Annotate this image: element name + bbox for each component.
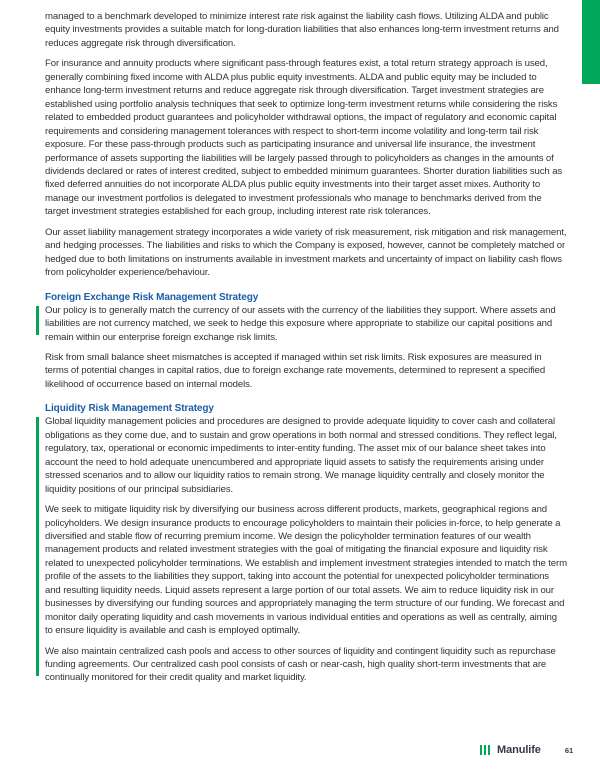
liquidity-risk-section <box>45 402 567 685</box>
section-side-tab <box>582 0 600 84</box>
manulife-logo-icon <box>480 745 490 755</box>
page-number: 61 <box>564 745 574 755</box>
intro-paragraph-3: Our asset liability management strategy incorporates a wide variety of risk measurement, risk mitigation and risk management, and hedging processes. The liabilities and risks to which the Company is exposed, however, cannot be completely matched or hedged due to both limitations on instruments available in investment markets and uncertainty of impact on liability cash flows from policyholder experience/behaviour. <box>45 226 567 279</box>
fx-highlight-block <box>45 304 567 344</box>
page-footer <box>480 742 573 758</box>
fx-paragraph-2: Risk from small balance sheet mismatches is accepted if managed within set risk limits. Risk exposures are measured in terms of potential changes in capital ratios, due to foreign exchange rate movements, determined to represent a specified likelihood of occurrence based on internal models. <box>45 351 546 390</box>
intro-text <box>45 10 567 280</box>
brand-name: Manulife <box>497 744 541 756</box>
liquidity-risk-heading: Liquidity Risk Management Strategy <box>45 403 214 415</box>
intro-paragraph-2: For insurance and annuity products where significant pass-through features exist, a total return strategy approach is used, generally combining fixed income with ALDA plus public equity investments. ALDA and public equity may be included to enhance long-term investment returns and reduce aggregate risk through diversification. Target investment strategies are established using portfolio analysis techniques that seek to optimize long-term investment returns while considering the risks related to embedded product guarantees and policyholder withdrawal options, the impact of regulatory and economic capital requirements and considering management tolerances with respect to short-term income volatility and long-term tail risk exposure. For these pass-through products such as participating insurance and universal life insurance, the investment performance of assets supporting the liabilities will be largely passed through to policyholders as changes in the amounts of dividends declared or rates of interest credited, subject to embedded minimum guarantees. Shorter duration liabilities such as fixed deferred annuities do not incorporate ALDA plus public equity investments into their target asset mixes. Authority to manage our investment portfolios is delegated to investment professionals who manage to benchmarks derived from the target investment strategies established for each group, including interest rate risk tolerances. <box>45 58 563 218</box>
fx-accent-bar <box>36 306 39 335</box>
page-content <box>45 10 567 692</box>
liquidity-paragraph-3: We also maintain centralized cash pools and access to other sources of liquidity and contingent liquidity such as repurchase funding agreements. Our centralized cash pool consists of cash or near-cash, high quality short-term investments that are continually monitored for their credit quality and market liquidity. <box>45 645 556 684</box>
intro-paragraph-1: managed to a benchmark developed to minimize interest rate risk against the liability cash flows. Utilizing ALDA and public equity investments provides a suitable match for long-duration liabilities that also enhances long-term investment returns and reduces aggregate risk through diversification. <box>45 11 559 49</box>
liquidity-accent-bar <box>36 417 39 676</box>
liquidity-highlight-block <box>45 415 567 685</box>
fx-highlight-paragraph-1: Our policy is to generally match the currency of our assets with the currency of the liabilities they support. Where assets and liabilities are not currency matched, we seek to hedge this exposure where appropriate to stabilize our capital positions and remain within our enterprise foreign exchange risk limits. <box>45 304 556 343</box>
fx-risk-section <box>45 291 567 392</box>
liquidity-paragraph-1: Global liquidity management policies and procedures are designed to provide adequate liquidity to cover cash and collateral obligations as they come due, and to sustain and grow operations in both normal and stressed conditions. They reflect legal, regulatory, tax, operational or economic impediments to inter-entity funding. The asset mix of our balance sheet takes into account the need to hold adequate unencumbered and appropriate liquid assets to satisfy the requirements arising under stressed scenarios and to allow our liquidity ratios to remain strong. We manage liquidity centrally and closely monitor the liquidity positions of our principal subsidiaries. <box>45 416 557 495</box>
liquidity-paragraph-2: We seek to mitigate liquidity risk by diversifying our business across different products, markets, geographical regions and policyholders. We design insurance products to encourage policyholders to maintain their policies in-force, to help generate a diversified and stable flow of recurring premium income. We design the policyholder termination features of our wealth management products and related investment strategies with the goal of mitigating the financial exposure and liquidity risk related to unexpected policyholder terminations. We establish and implement investment strategies intended to match the term profile of the assets to the liabilities they support, taking into account the potential for unexpected policyholder terminations and resulting liquidity needs. Liquid assets represent a large portion of our total assets. We aim to reduce liquidity risk in our businesses by diversifying our funding sources and appropriately managing the term structure of our funding. We forecast and monitor daily operating liquidity and cash movements in various individual entities and operations as well as centrally, aiming to ensure liquidity is available and cash is employed optimally. <box>45 504 567 637</box>
fx-risk-heading: Foreign Exchange Risk Management Strategy <box>45 291 259 303</box>
